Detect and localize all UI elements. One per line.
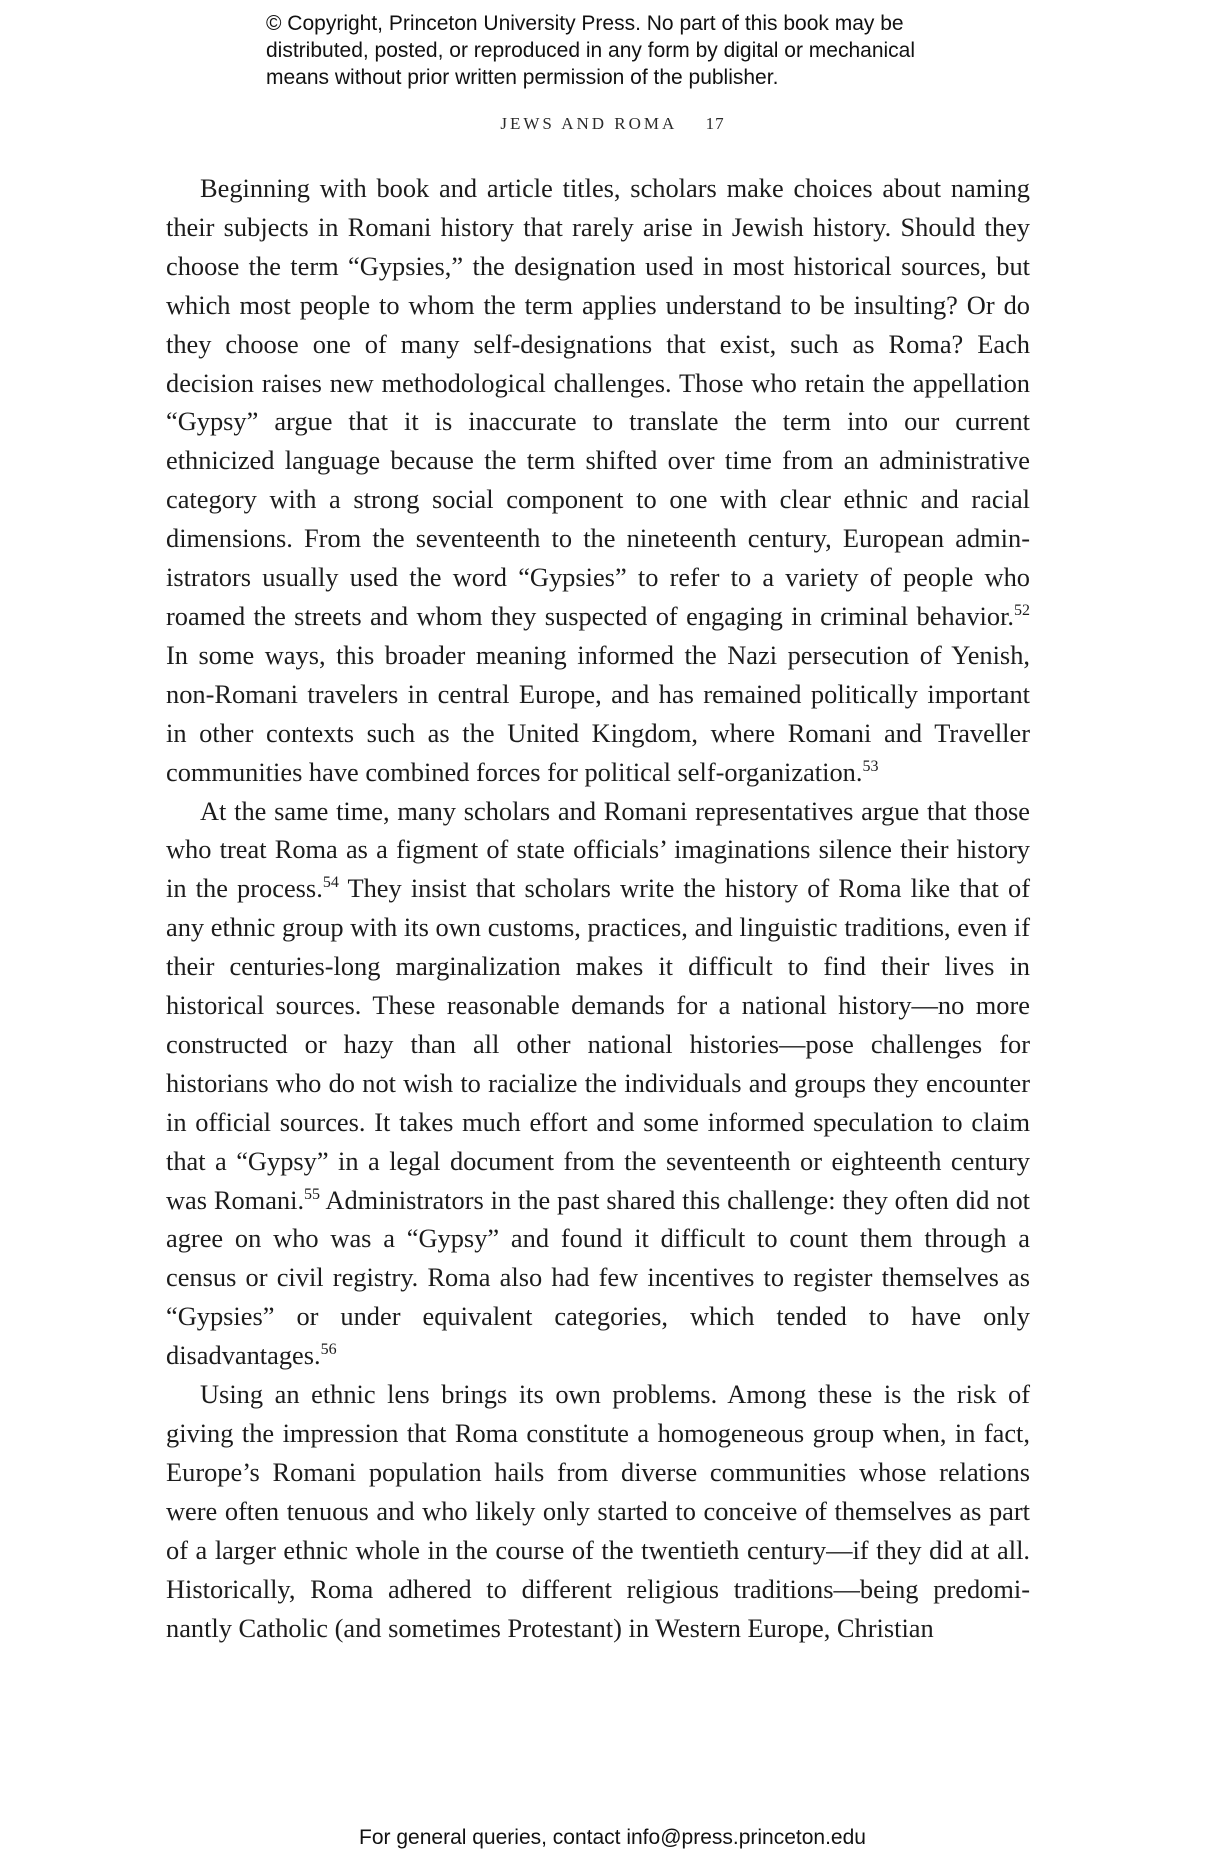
footnote-ref: 55 — [304, 1185, 321, 1203]
copyright-line: distributed, posted, or reproduced in any form by digital or mechanical — [266, 39, 916, 62]
footnote-ref: 56 — [320, 1341, 337, 1359]
footnote-ref: 53 — [862, 757, 879, 775]
text-segment: At the same time, many scholars and Romani representatives argue that those who treat Roma as a figment of state officials’ imaginations silence their history in the process. — [166, 795, 1030, 904]
paragraph-1 — [166, 169, 1030, 792]
copyright-notice — [266, 10, 1026, 91]
footnote-ref: 52 — [1014, 601, 1030, 619]
paragraph-2 — [166, 792, 1030, 1376]
copyright-line: means without prior written permission of the publisher. — [266, 66, 779, 89]
footnote-ref: 54 — [322, 874, 339, 892]
text-segment: Using an ethnic lens brings its own problems. Among these is the risk of giving the impression that Roma constitute a homogeneous group when, in fact, Europe’s Romani population hails from diverse communities whose relations were often tenuous and who likely only started to conceive of themselves as part of a larger ethnic whole in the course of the twentieth century—if they did at all. Historically, Roma adhered to different religious traditions—being predominantly Catholic (and sometimes Protestant) in Western Europe, Christian — [166, 1379, 1030, 1643]
paragraph-3 — [166, 1375, 1030, 1647]
text-segment: Administrators in the past shared this challenge: they often did not agree on who was a “Gypsy” and found it difficult to count them through a census or civil registry. Roma also had few incentives to register themselves as “Gypsies” or under equivalent categories, which tended to have only disadvantages. — [166, 1184, 1030, 1371]
running-head-title: JEWS AND ROMA — [500, 114, 677, 133]
page-number: 17 — [705, 114, 725, 133]
copyright-line: © Copyright, Princeton University Press. No part of this book may be — [266, 12, 904, 35]
text-segment: In some ways, this broader meaning informed the Nazi persecution of Yenish, non-Romani travelers in central Europe, and has remained politically important in other contexts such as the United Kingdom, where Romani and Traveller communities have combined forces for political self-organization. — [166, 639, 1030, 787]
running-head — [0, 114, 1225, 134]
contact-footer: For general queries, contact info@press.princeton.edu — [359, 1826, 866, 1849]
text-segment: Beginning with book and article titles, scholars make choices about naming their subjects in Romani history that rarely arise in Jewish history. Should they choose the term “Gypsies,” the designation used in most historical sources, but which most people to whom the term applies understand to be insulting? Or do they choose one of many self-designations that exist, such as Roma? Each decision raises new methodological challenges. Those who retain the appellation “Gypsy” argue that it is inaccurate to translate the term into our current ethnicized language because the term shifted over time from an administrative category with a strong social component to one with clear ethnic and racial dimensions. From the seventeenth to the nineteenth century, European administrators usually used the word “Gypsies” to refer to a variety of people who roamed the streets and whom they suspected of engaging in criminal behavior. — [166, 173, 1030, 631]
body-text — [166, 169, 1030, 1647]
text-segment: They insist that scholars write the history of Roma like that of any ethnic group with its own customs, practices, and linguistic traditions, even if their centuries-long marginalization makes it difficult to find their lives in historical sources. These reasonable demands for a national history—no more constructed or hazy than all other national histories—pose challenges for historians who do not wish to racialize the individuals and groups they encounter in official sources. It takes much effort and some informed speculation to claim that a “Gypsy” in a legal document from the seventeenth or eighteenth century was Romani. — [166, 873, 1030, 1215]
